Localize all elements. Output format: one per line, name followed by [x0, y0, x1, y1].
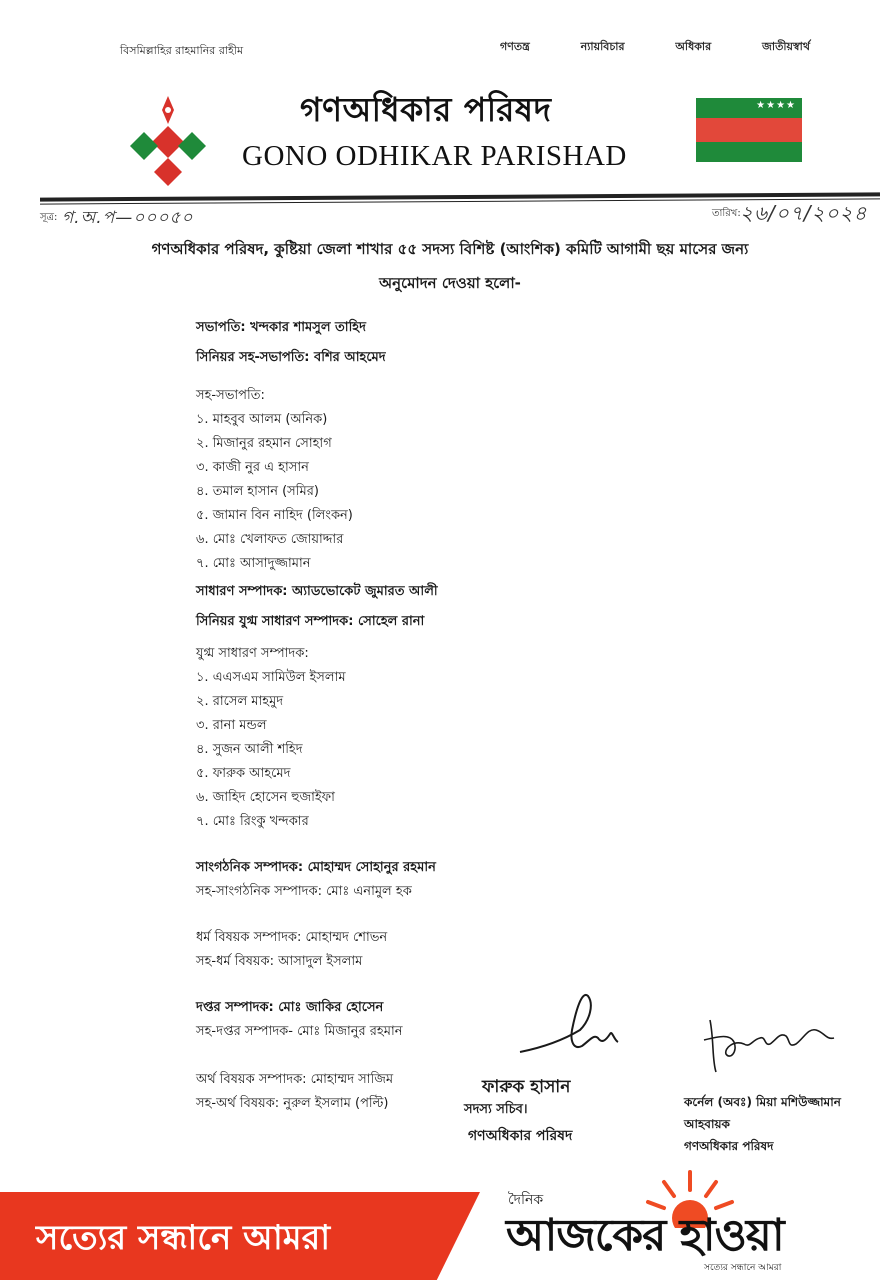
motto-item: গণতন্ত্র: [500, 40, 530, 53]
motto-row: [500, 38, 810, 57]
list-item: ৪. সুজন আলী শহিদ: [196, 742, 303, 757]
date-value: ২৬/০৭/২০২৪: [740, 201, 868, 225]
list-item: ৫. ফারুক আহমেদ: [196, 766, 291, 781]
bismillah-text: বিসমিল্লাহির রাহমানির রাহীম: [120, 44, 244, 57]
list-item: ১. এএসএম সামিউল ইসলাম: [196, 670, 346, 685]
asst-fin-sec-line: সহ-অর্থ বিষয়ক: নুরুল ইসলাম (পল্টি): [196, 1096, 389, 1111]
org-name-bangla: গণঅধিকার পরিষদ: [300, 90, 552, 129]
left-signatory-org: গণঅধিকার পরিষদ: [468, 1128, 573, 1144]
list-item: ২. মিজানুর রহমান সোহাগ: [196, 436, 332, 451]
org-name-english: GONO ODHIKAR PARISHAD: [242, 140, 627, 172]
party-logo: [128, 96, 208, 186]
asst-org-sec-line: সহ-সাংগঠনিক সম্পাদক: মোঃ এনামুল হক: [196, 884, 412, 899]
brand-tagline: সত্যের সন্ধানে আমরা: [704, 1263, 782, 1273]
asst-rel-sec-line: সহ-ধর্ম বিষয়ক: আসাদুল ইসলাম: [196, 954, 363, 969]
senior-jgs-line: সিনিয়র যুগ্ম সাধারণ সম্পাদক: সোহেল রানা: [196, 614, 425, 629]
list-item: ৬. জাহিদ হোসেন হুজাইফা: [196, 790, 335, 805]
gen-sec-line: সাধারণ সম্পাদক: অ্যাডভোকেট জুমারত আলী: [196, 584, 438, 599]
right-signatory-name: কর্নেল (অবঃ) মিয়া মশিউজ্জামান: [684, 1095, 841, 1109]
fin-sec-line: অর্থ বিষয়ক সম্পাদক: মোহাম্মদ সাজিম: [196, 1072, 394, 1087]
list-item: ২. রাসেল মাহমুদ: [196, 694, 284, 709]
brand-logo-text: আজকের হাওয়া: [506, 1210, 784, 1261]
list-item: ৭. মোঃ আসাদুজ্জামান: [196, 556, 311, 571]
right-signatory-role: আহবায়ক: [684, 1117, 730, 1131]
heading-line-1: গণঅধিকার পরিষদ, কুষ্টিয়া জেলা শাখার ৫৫ সদস্য বিশিষ্ট (আংশিক) কমিটি আগামী ছয় মাসের জন্য: [151, 240, 749, 258]
list-item: ৭. মোঃ রিংকু খন্দকার: [196, 814, 309, 829]
brand-prefix: দৈনিক: [508, 1192, 544, 1208]
rel-sec-line: ধর্ম বিষয়ক সম্পাদক: মোহাম্মদ শোভন: [196, 930, 388, 945]
asst-office-sec-line: সহ-দপ্তর সম্পাদক- মোঃ মিজানুর রহমান: [196, 1024, 403, 1039]
left-signatory-role: সদস্য সচিব।: [464, 1102, 528, 1117]
party-flag: [696, 98, 802, 162]
flag-stars: ★★★★: [756, 100, 796, 111]
list-item: ৩. রানা মন্ডল: [196, 718, 267, 733]
right-signatory-org: গণঅধিকার পরিষদ: [684, 1139, 774, 1153]
motto-item: ন্যায়বিচার: [580, 40, 625, 53]
date-label: তারিখ:: [712, 208, 741, 219]
list-item: ৫. জামান বিন নাহিদ (লিংকন): [196, 508, 353, 523]
footer-slogan: সত্যের সন্ধানে আমরা: [36, 1218, 331, 1258]
list-item: ৪. তমাল হাসান (সমির): [196, 484, 319, 499]
motto-item: অধিকার: [675, 40, 712, 53]
motto-item: জাতীয়স্বার্থ: [762, 40, 810, 53]
signature-left: [510, 990, 630, 1070]
signature-right: [700, 1010, 850, 1080]
jgs-title: যুগ্ম সাধারণ সম্পাদক:: [196, 646, 309, 661]
memo-number: গ.অ.প—০০০৫০: [62, 208, 194, 228]
memo-label: সূত্র:: [40, 212, 58, 223]
office-sec-line: দপ্তর সম্পাদক: মোঃ জাকির হোসেন: [196, 1000, 384, 1015]
list-item: ৩. কাজী নুর এ হাসান: [196, 460, 309, 475]
vp-title: সহ-সভাপতি:: [196, 388, 265, 403]
list-item: ১. মাহবুব আলম (অনিক): [196, 412, 328, 427]
left-signatory-name: ফারুক হাসান: [482, 1077, 571, 1097]
document-heading: [60, 232, 840, 300]
senior-vp-line: সিনিয়র সহ-সভাপতি: বশির আহমেদ: [196, 350, 386, 365]
list-item: ৬. মোঃ খেলাফত জোয়াদ্দার: [196, 532, 344, 547]
president-line: সভাপতি: খন্দকার শামসুল তাহিদ: [196, 320, 366, 335]
org-sec-line: সাংগঠনিক সম্পাদক: মোহাম্মদ সোহানুর রহমান: [196, 860, 436, 875]
heading-line-2: অনুমোদন দেওয়া হলো-: [379, 274, 521, 292]
